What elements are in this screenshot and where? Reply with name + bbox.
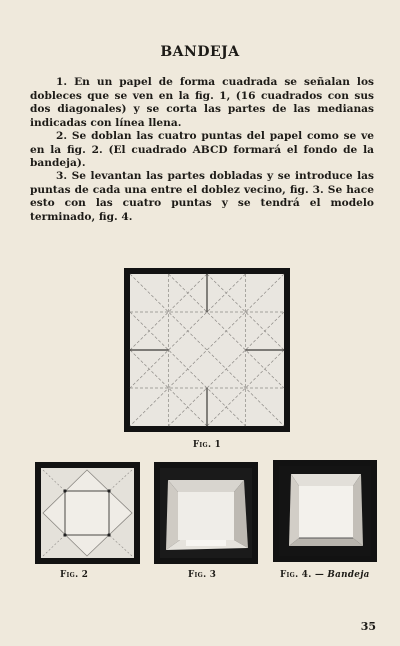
folded-corners-image — [35, 462, 140, 564]
page-number: 35 — [360, 620, 376, 633]
figure-2-caption: Fig. 2 — [60, 570, 89, 580]
paragraph-step-2-text: 2. Se doblan las cuatro puntas del papel como se ve en la fig. 2. (El cuadrado ABCD formará el fondo de la bandeja). — [30, 130, 374, 170]
crease-pattern-image — [124, 268, 290, 432]
figure-1-photo — [124, 268, 290, 432]
figure-4-caption-prefix: Fig. 4. — — [280, 570, 325, 580]
figure-4-photo — [273, 460, 377, 562]
figure-4-caption — [280, 570, 370, 580]
paragraph-step-1 — [30, 76, 374, 130]
paragraph-step-1-text: 1. En un papel de forma cuadrada se señalan los dobleces que se ven en la fig. 1, (16 cuadrados con sus dos diagonales) y se corta las partes de las medianas indicadas con línea llena. — [30, 76, 374, 129]
paragraph-step-3 — [30, 170, 374, 224]
paragraph-step-3-text: 3. Se levantan las partes dobladas y se introduce las puntas de cada una entre el doblez vecino, fig. 3. Se hace esto con las cuatro puntas y se tendrá el modelo terminado, fig. 4. — [30, 170, 374, 223]
raised-sides-image — [154, 462, 258, 564]
figure-4-caption-name: Bandeja — [327, 570, 370, 580]
figure-2-photo — [35, 462, 140, 564]
figure-1-caption: Fig. 1 — [192, 440, 222, 450]
finished-tray-image — [273, 460, 377, 562]
paragraph-step-2 — [30, 130, 374, 171]
page-title: BANDEJA — [160, 44, 240, 60]
figure-3-caption: Fig. 3 — [188, 570, 217, 580]
figure-3-photo — [154, 462, 258, 564]
